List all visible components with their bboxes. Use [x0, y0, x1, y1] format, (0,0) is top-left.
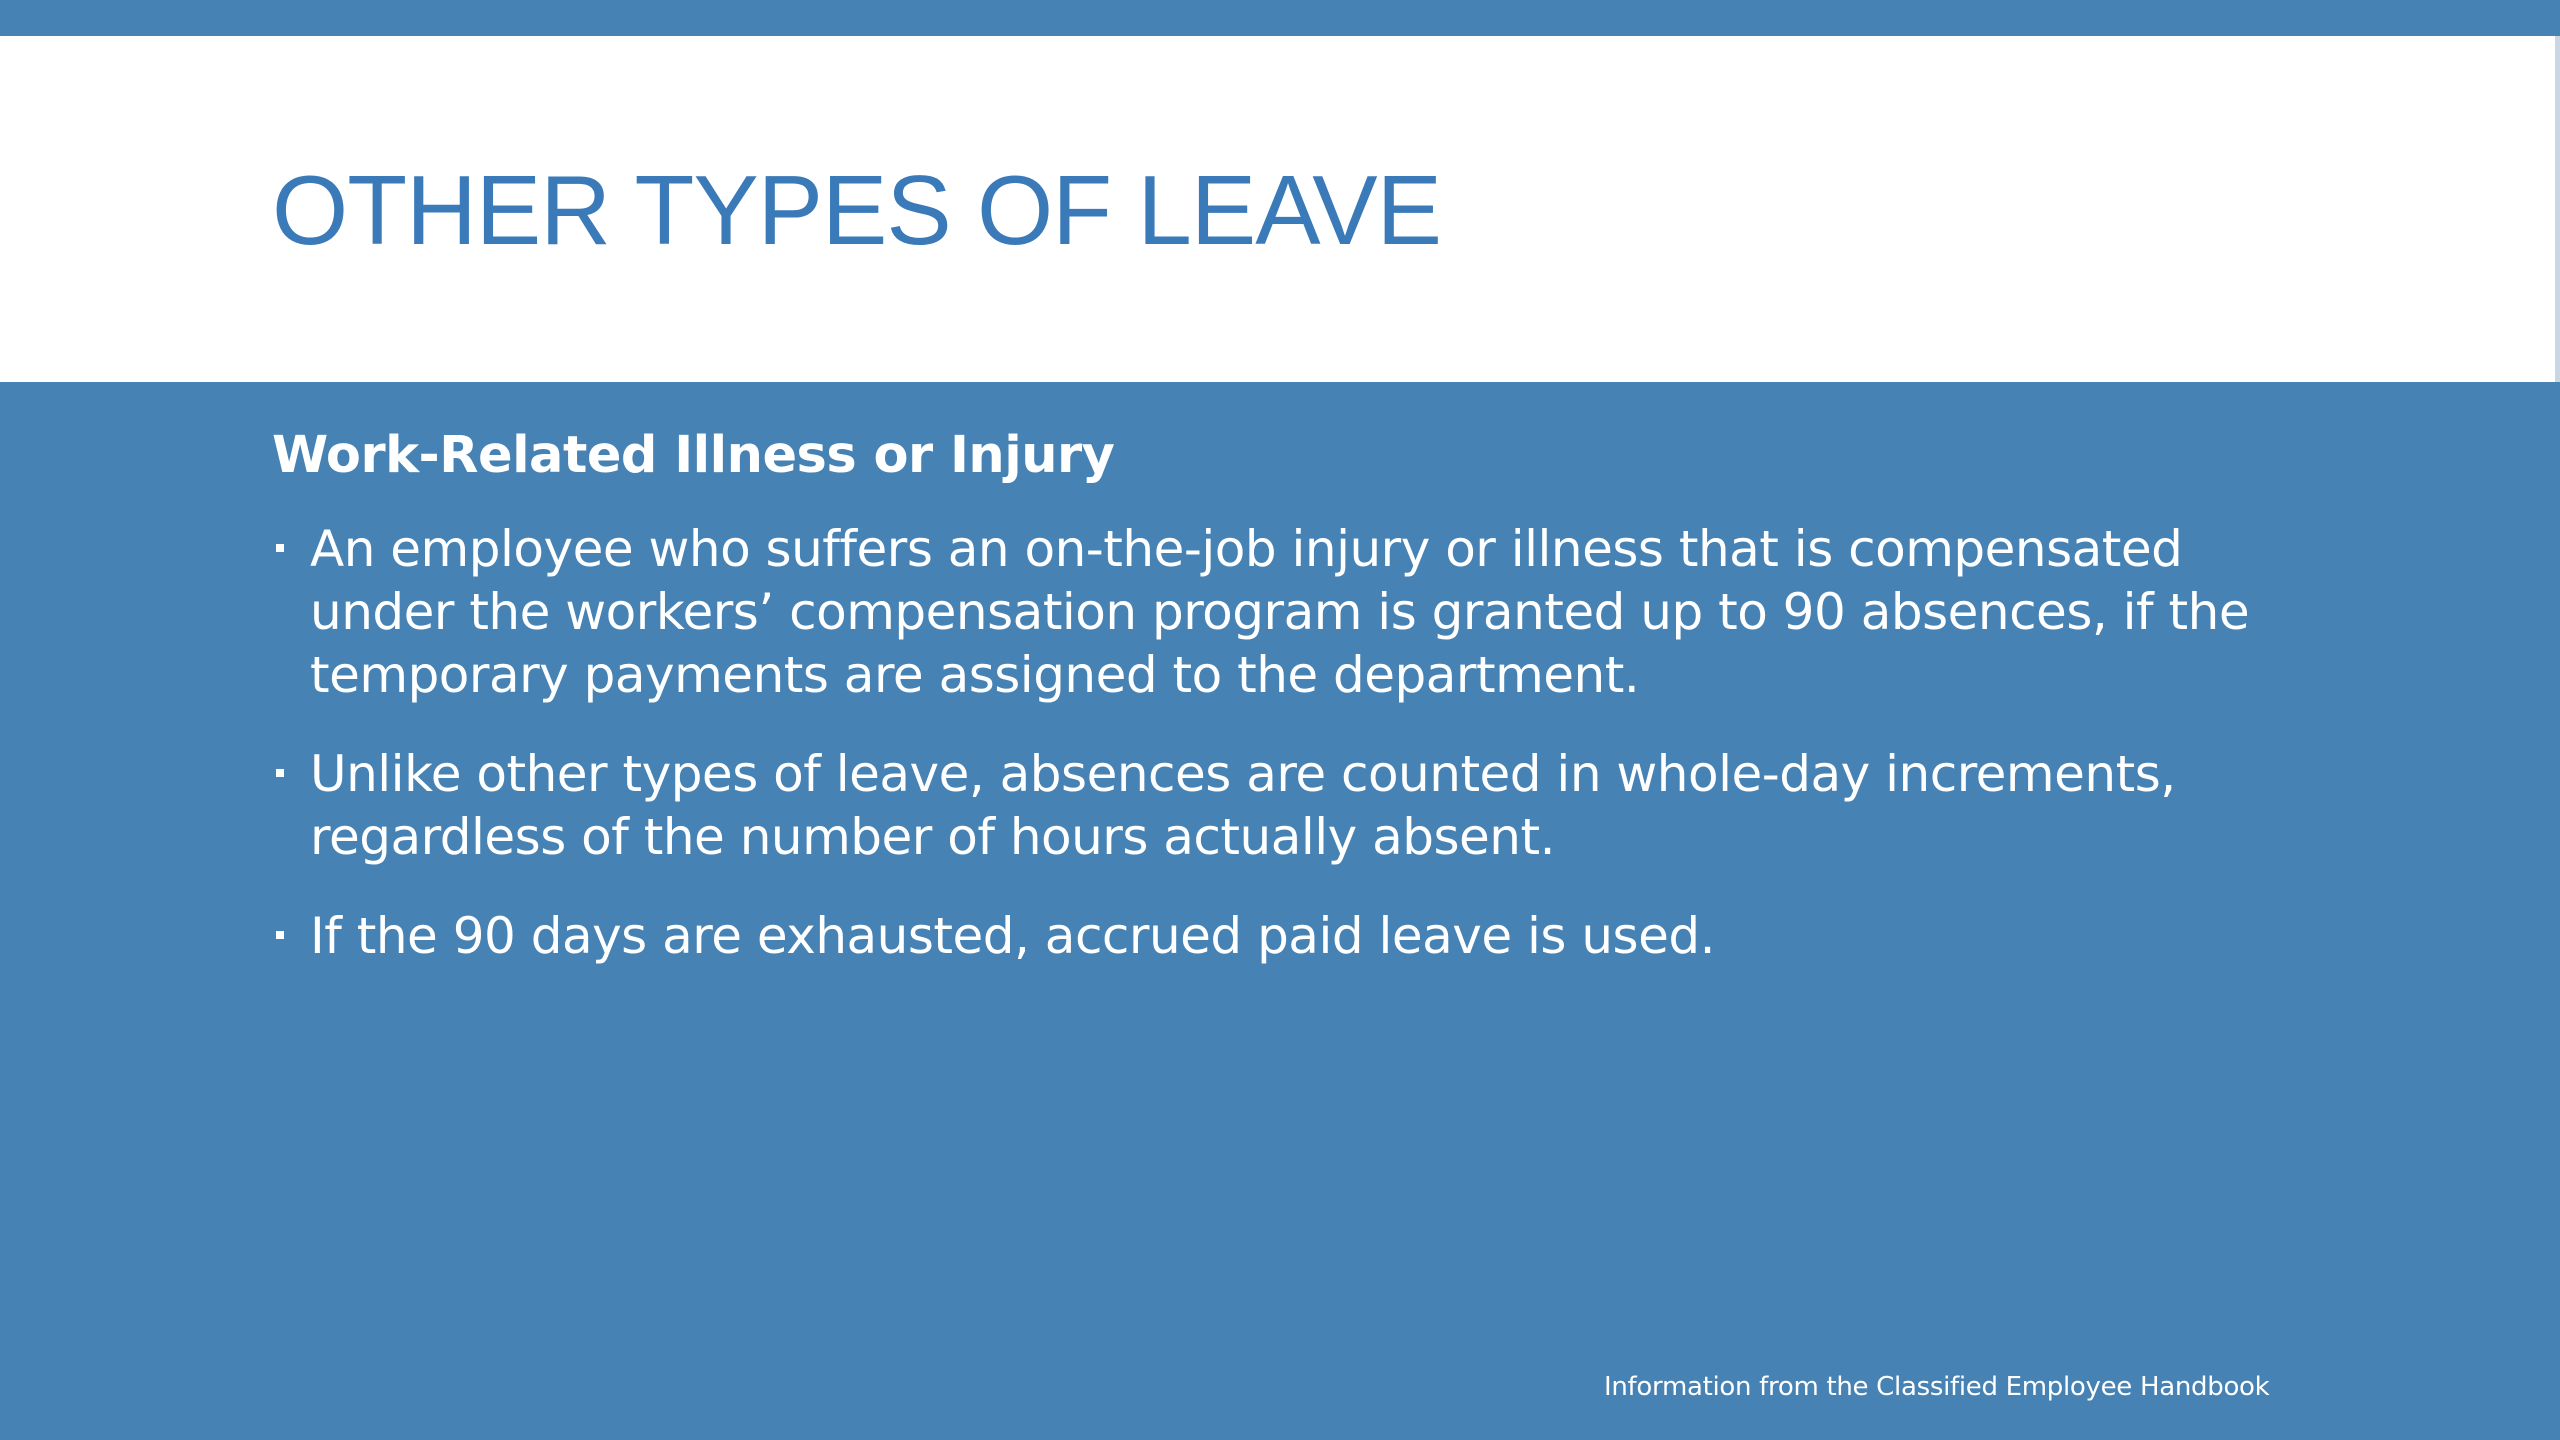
bullet-list: [272, 518, 2272, 968]
bullet-text: An employee who suffers an on-the-job injury or illness that is compensated under the workers’ compensation program is granted up to 90 absences, if the temporary payments are assigned to the department.: [310, 520, 2250, 704]
slide-content: [272, 420, 2272, 1004]
section-subheading: Work-Related Illness or Injury: [272, 426, 1115, 485]
top-accent-bar: [0, 0, 2560, 36]
bullet-item: [272, 905, 2272, 968]
title-band-edge: [2555, 36, 2560, 382]
slide-title: OTHER TYPES OF LEAVE: [272, 155, 1442, 265]
bullet-item: [272, 743, 2272, 869]
square-bullet-icon: [276, 544, 284, 552]
source-footnote: Information from the Classified Employee Handbook: [1604, 1372, 2270, 1402]
square-bullet-icon: [276, 931, 284, 939]
bullet-item: [272, 518, 2272, 707]
square-bullet-icon: [276, 769, 284, 777]
bullet-text: If the 90 days are exhausted, accrued paid leave is used.: [310, 907, 1715, 965]
bullet-text: Unlike other types of leave, absences are counted in whole-day increments, regardless of the number of hours actually absent.: [310, 745, 2176, 866]
